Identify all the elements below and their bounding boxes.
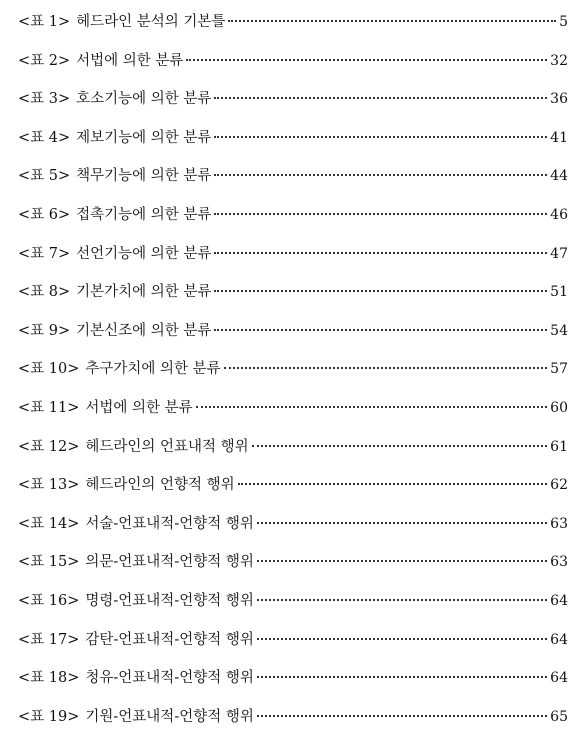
toc-entry[interactable] xyxy=(18,398,568,437)
dot-leader xyxy=(257,560,547,562)
page-number: 65 xyxy=(550,708,568,725)
toc-entry[interactable] xyxy=(18,128,568,167)
dot-leader xyxy=(228,20,556,22)
page-number: 44 xyxy=(550,168,568,185)
table-title: 책무기능에 의한 분류 xyxy=(76,168,212,185)
dot-leader xyxy=(224,367,548,369)
table-label: <표 4> xyxy=(18,129,71,146)
page-number: 62 xyxy=(550,477,568,494)
table-label: <표 13> xyxy=(18,477,80,494)
table-title: 명령-언표내적-언향적 행위 xyxy=(85,592,254,609)
toc-entry[interactable] xyxy=(18,244,568,283)
dot-leader xyxy=(257,599,547,601)
dot-leader xyxy=(257,676,547,678)
table-label: <표 3> xyxy=(18,91,71,108)
page-number: 54 xyxy=(550,322,568,339)
dot-leader xyxy=(186,59,547,61)
page-number: 57 xyxy=(550,361,568,378)
dot-leader xyxy=(214,213,547,215)
toc-entry[interactable] xyxy=(18,552,568,591)
dot-leader xyxy=(214,136,547,138)
toc-entry[interactable] xyxy=(18,591,568,630)
page-number: 64 xyxy=(550,631,568,648)
table-title: 감탄-언표내적-언향적 행위 xyxy=(85,631,254,648)
dot-leader xyxy=(257,638,547,640)
table-title: 추구가치에 의한 분류 xyxy=(85,361,221,378)
page-number: 63 xyxy=(550,515,568,532)
dot-leader xyxy=(214,329,547,331)
dot-leader xyxy=(214,97,547,99)
page-number: 36 xyxy=(550,91,568,108)
table-title: 호소기능에 의한 분류 xyxy=(76,91,212,108)
page-number: 64 xyxy=(550,592,568,609)
table-title: 서술-언표내적-언향적 행위 xyxy=(85,515,254,532)
table-label: <표 12> xyxy=(18,438,80,455)
dot-leader xyxy=(257,522,547,524)
table-label: <표 2> xyxy=(18,52,71,69)
table-label: <표 9> xyxy=(18,322,71,339)
table-title: 헤드라인 분석의 기본틀 xyxy=(76,14,226,30)
page-number: 63 xyxy=(550,554,568,571)
table-label: <표 15> xyxy=(18,554,80,571)
table-title: 기본가치에 의한 분류 xyxy=(76,284,212,301)
table-title: 서법에 의한 분류 xyxy=(85,399,193,416)
page-number: 64 xyxy=(550,670,568,687)
table-title: 기본신조에 의한 분류 xyxy=(76,322,212,339)
table-label: <표 16> xyxy=(18,592,80,609)
dot-leader xyxy=(214,290,547,292)
table-label: <표 14> xyxy=(18,515,80,532)
toc-entry[interactable] xyxy=(18,630,568,669)
page-number: 46 xyxy=(550,206,568,223)
toc-entry[interactable] xyxy=(18,707,568,745)
table-label: <표 8> xyxy=(18,284,71,301)
dot-leader xyxy=(252,445,548,447)
page-number: 60 xyxy=(550,399,568,416)
table-title: 선언기능에 의한 분류 xyxy=(76,245,212,262)
dot-leader xyxy=(238,483,548,485)
page-number: 32 xyxy=(550,52,568,69)
toc-entry[interactable] xyxy=(18,51,568,90)
table-title: 서법에 의한 분류 xyxy=(76,52,184,69)
table-title: 헤드라인의 언표내적 행위 xyxy=(85,438,249,455)
table-title: 의문-언표내적-언향적 행위 xyxy=(85,554,254,571)
dot-leader xyxy=(196,406,548,408)
table-label: <표 18> xyxy=(18,670,80,687)
toc-entry[interactable] xyxy=(18,282,568,321)
page-number: 5 xyxy=(559,14,568,30)
table-label: <표 11> xyxy=(18,399,80,416)
page-number: 51 xyxy=(550,284,568,301)
table-title: 청유-언표내적-언향적 행위 xyxy=(85,670,254,687)
table-label: <표 19> xyxy=(18,708,80,725)
toc-entry[interactable] xyxy=(18,166,568,205)
toc-entry[interactable] xyxy=(18,475,568,514)
dot-leader xyxy=(257,715,547,717)
table-label: <표 5> xyxy=(18,168,71,185)
toc-entry[interactable] xyxy=(18,514,568,553)
toc-entry[interactable] xyxy=(18,437,568,476)
table-title: 기원-언표내적-언향적 행위 xyxy=(85,708,254,725)
table-of-contents xyxy=(18,12,568,745)
table-label: <표 6> xyxy=(18,206,71,223)
toc-entry[interactable] xyxy=(18,321,568,360)
page-number: 61 xyxy=(550,438,568,455)
table-label: <표 17> xyxy=(18,631,80,648)
toc-entry[interactable] xyxy=(18,668,568,707)
page-number: 47 xyxy=(550,245,568,262)
toc-entry[interactable] xyxy=(18,205,568,244)
table-label: <표 1> xyxy=(18,14,71,30)
table-label: <표 7> xyxy=(18,245,71,262)
toc-entry[interactable] xyxy=(18,12,568,51)
table-title: 제보기능에 의한 분류 xyxy=(76,129,212,146)
toc-entry[interactable] xyxy=(18,359,568,398)
toc-entry[interactable] xyxy=(18,89,568,128)
table-title: 헤드라인의 언향적 행위 xyxy=(85,477,235,494)
table-title: 접촉기능에 의한 분류 xyxy=(76,206,212,223)
dot-leader xyxy=(214,252,547,254)
dot-leader xyxy=(214,174,547,176)
table-label: <표 10> xyxy=(18,361,80,378)
page-number: 41 xyxy=(550,129,568,146)
